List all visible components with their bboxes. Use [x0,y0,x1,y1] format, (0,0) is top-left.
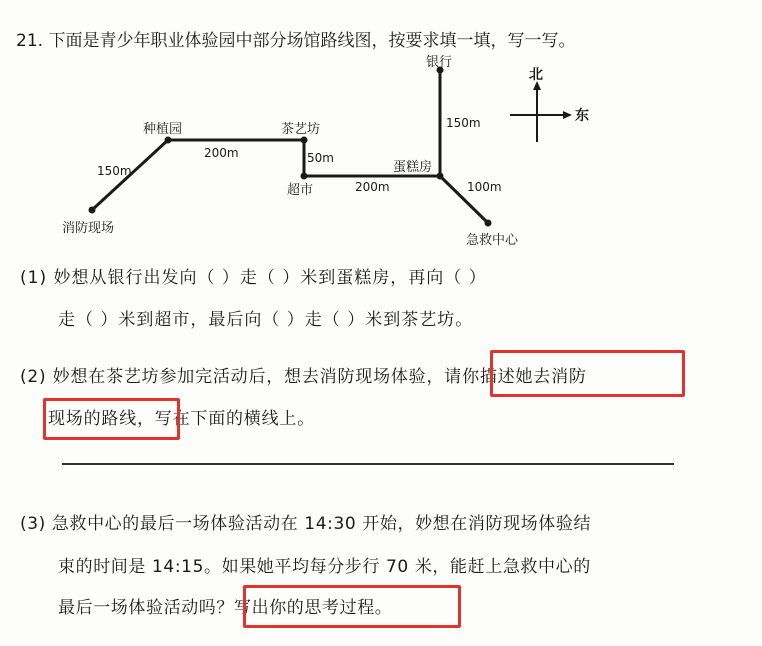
dist-bakery-bank: 150m [446,116,481,130]
part3-line1: (3) 急救中心的最后一场体验活动在 14:30 开始，妙想在消防现场体验结 [20,514,592,534]
east-arrow-icon [563,111,572,119]
part3-line2: 束的时间是 14:15。如果她平均每分步行 70 米，能赶上急救中心的 [58,557,591,577]
dot-emergency-center [485,220,492,227]
label-fire-scene: 消防现场 [62,221,115,236]
label-emergency-center: 急救中心 [466,233,519,248]
part2-line2: 现场的路线，写在下面的横线上。 [48,409,315,429]
place-dots [89,67,492,227]
dot-tea-workshop [301,137,308,144]
route-map [0,0,762,260]
label-bakery: 蛋糕房 [393,160,433,175]
compass-east-label: 东 [575,108,589,124]
compass-north-label: 北 [529,67,543,83]
part1-line1: (1) 妙想从银行出发向（ ）走（ ）米到蛋糕房，再向（ ） [20,268,487,288]
answer-line[interactable] [62,463,674,465]
part2-line1: (2) 妙想在茶艺坊参加完活动后，想去消防现场体验，请你描述她去消防 [20,367,587,387]
dot-bakery [437,173,444,180]
route-lines [92,70,488,223]
dot-planting-garden [165,137,172,144]
dist-supermarket-bakery: 200m [355,180,390,194]
dist-tea-supermarket: 50m [307,151,334,165]
dist-fire-planting: 150m [97,164,132,178]
compass [510,67,589,142]
dist-planting-tea: 200m [204,146,239,160]
part3-line3: 最后一场体验活动吗？写出你的思考过程。 [58,598,393,618]
dist-bakery-emergency: 100m [467,180,502,194]
dot-fire-scene [89,207,96,214]
label-bank: 银行 [426,55,453,70]
part1-line2: 走（ ）米到超市，最后向（ ）走（ ）米到茶艺坊。 [58,310,474,330]
route-west [92,140,440,210]
dot-supermarket [301,173,308,180]
question-title: 21. 下面是青少年职业体验园中部分场馆路线图，按要求填一填，写一写。 [16,31,576,51]
label-supermarket: 超市 [287,183,314,198]
highlight-box-thinking [243,585,461,628]
highlight-box-describe [490,350,685,397]
label-planting-garden: 种植园 [143,122,183,137]
label-tea-workshop: 茶艺坊 [281,122,321,137]
highlight-box-route [43,398,180,440]
